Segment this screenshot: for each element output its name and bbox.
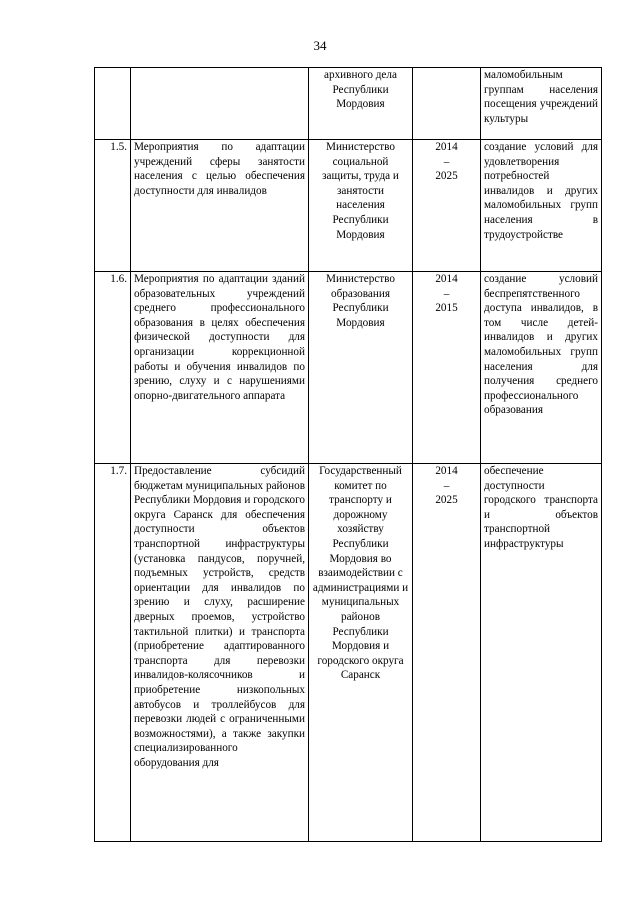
- period-start: 2014: [435, 273, 458, 285]
- page-number: 34: [313, 38, 327, 53]
- expected-result: маломобильным группам населения посещения учреждений культуры: [481, 68, 602, 140]
- period-start: 2014: [435, 465, 458, 477]
- table-row: [95, 272, 602, 464]
- period-separator: –: [443, 479, 450, 492]
- executor: Министерство социальной защиты, труда и занятости населения Республики Мордовия: [309, 140, 413, 272]
- measure-name: Мероприятия по адаптации учреждений сферы занятости населения с целью обеспечения доступности для инвалидов: [131, 140, 309, 272]
- row-number: 1.5.: [95, 140, 131, 272]
- measures-table: [94, 67, 602, 842]
- table-row: [95, 464, 602, 842]
- measure-name: [131, 68, 309, 140]
- period-separator: –: [443, 155, 450, 168]
- expected-result: создание условий для удовлетворения потребностей инвалидов и других маломобильных групп населения в трудоустройстве: [481, 140, 602, 272]
- expected-result: обеспечение доступности городского транспорта и объектов транспортной инфраструктуры: [481, 464, 602, 842]
- period-end: 2025: [435, 494, 458, 507]
- row-number: 1.6.: [95, 272, 131, 464]
- period: [413, 464, 481, 842]
- period: [413, 272, 481, 464]
- period-end: 2015: [435, 302, 458, 315]
- period: [413, 140, 481, 272]
- row-number: 1.7.: [95, 464, 131, 842]
- expected-result: создание условий беспрепятственного доступа инвалидов, в том числе детей-инвалидов и других маломобильных групп населения для получения среднего профессионального образования: [481, 272, 602, 464]
- row-number: [95, 68, 131, 140]
- measure-name: Предоставление субсидий бюджетам муниципальных районов Республики Мордовия и городского округа Саранск для обеспечения доступности объектов транспортной инфраструктуры (установка пандусов, поручней, подъемных устройств, средств ориентации для инвалидов по зрению и слуху, расширение дверных проемов, устройство тактильной плитки) и транспорта (приобретение адаптированного транспорта для перевозки инвалидов-колясочников и приобретение низкопольных автобусов и троллейбусов для перевозки людей с ограниченными возможностями), а также закупки специализированного оборудования для: [131, 464, 309, 842]
- period: [413, 68, 481, 140]
- executor: Министерство образования Республики Мордовия: [309, 272, 413, 464]
- table-row: [95, 68, 602, 140]
- period-separator: –: [443, 287, 450, 300]
- period-end: 2025: [435, 170, 458, 183]
- executor: архивного дела Республики Мордовия: [309, 68, 413, 140]
- period-start: 2014: [435, 141, 458, 153]
- table-row: [95, 140, 602, 272]
- measure-name: Мероприятия по адаптации зданий образовательных учреждений среднего профессионального образования в целях обеспечения физической доступности для организации коррекционной работы и обучения инвалидов по зрению, слуху и с нарушениями опорно-двигательного аппарата: [131, 272, 309, 464]
- executor: Государственный комитет по транспорту и дорожному хозяйству Республики Мордовия во взаимодействии с администрациями и муниципальных районов Республики Мордовия и городского округа Саранск: [309, 464, 413, 842]
